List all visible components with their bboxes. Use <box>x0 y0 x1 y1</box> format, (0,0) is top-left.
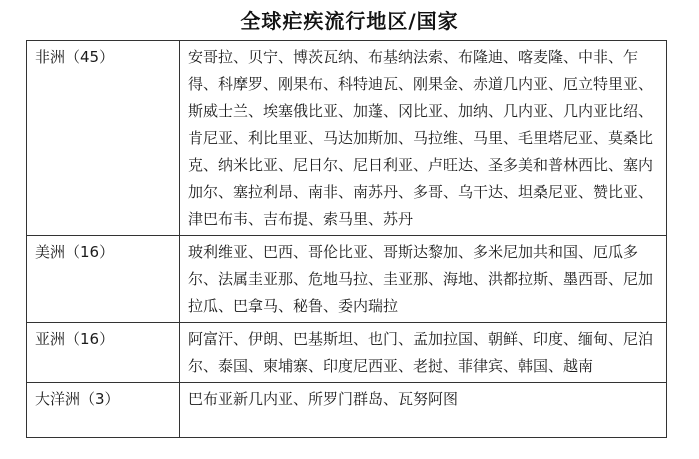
page-title: 全球疟疾流行地区/国家 <box>240 9 459 33</box>
countries-cell: 玻利维亚、巴西、哥伦比亚、哥斯达黎加、多米尼加共和国、厄瓜多尔、法属圭亚那、危地马拉、圭亚那、海地、洪都拉斯、墨西哥、尼加拉瓜、巴拿马、秘鲁、委内瑞拉 <box>180 236 667 323</box>
table-row <box>27 323 667 383</box>
region-cell: 大洋洲（3） <box>27 383 180 438</box>
countries-cell: 巴布亚新几内亚、所罗门群岛、瓦努阿图 <box>180 383 667 438</box>
region-cell: 亚洲（16） <box>27 323 180 383</box>
table-row <box>27 41 667 236</box>
countries-cell: 安哥拉、贝宁、博茨瓦纳、布基纳法索、布隆迪、喀麦隆、中非、乍得、科摩罗、刚果布、科特迪瓦、刚果金、赤道几内亚、厄立特里亚、斯威士兰、埃塞俄比亚、加蓬、冈比亚、加纳、几内亚、几内亚比绍、肯尼亚、利比里亚、马达加斯加、马拉维、马里、毛里塔尼亚、莫桑比克、纳米比亚、尼日尔、尼日利亚、卢旺达、圣多美和普林西比、塞内加尔、塞拉利昂、南非、南苏丹、多哥、乌干达、坦桑尼亚、赞比亚、津巴布韦、吉布提、索马里、苏丹 <box>180 41 667 236</box>
region-cell: 非洲（45） <box>27 41 180 236</box>
table-row <box>27 383 667 438</box>
countries-cell: 阿富汗、伊朗、巴基斯坦、也门、孟加拉国、朝鲜、印度、缅甸、尼泊尔、泰国、柬埔寨、印度尼西亚、老挝、菲律宾、韩国、越南 <box>180 323 667 383</box>
region-cell: 美洲（16） <box>27 236 180 323</box>
table-row <box>27 236 667 323</box>
malaria-regions-table <box>26 40 667 438</box>
